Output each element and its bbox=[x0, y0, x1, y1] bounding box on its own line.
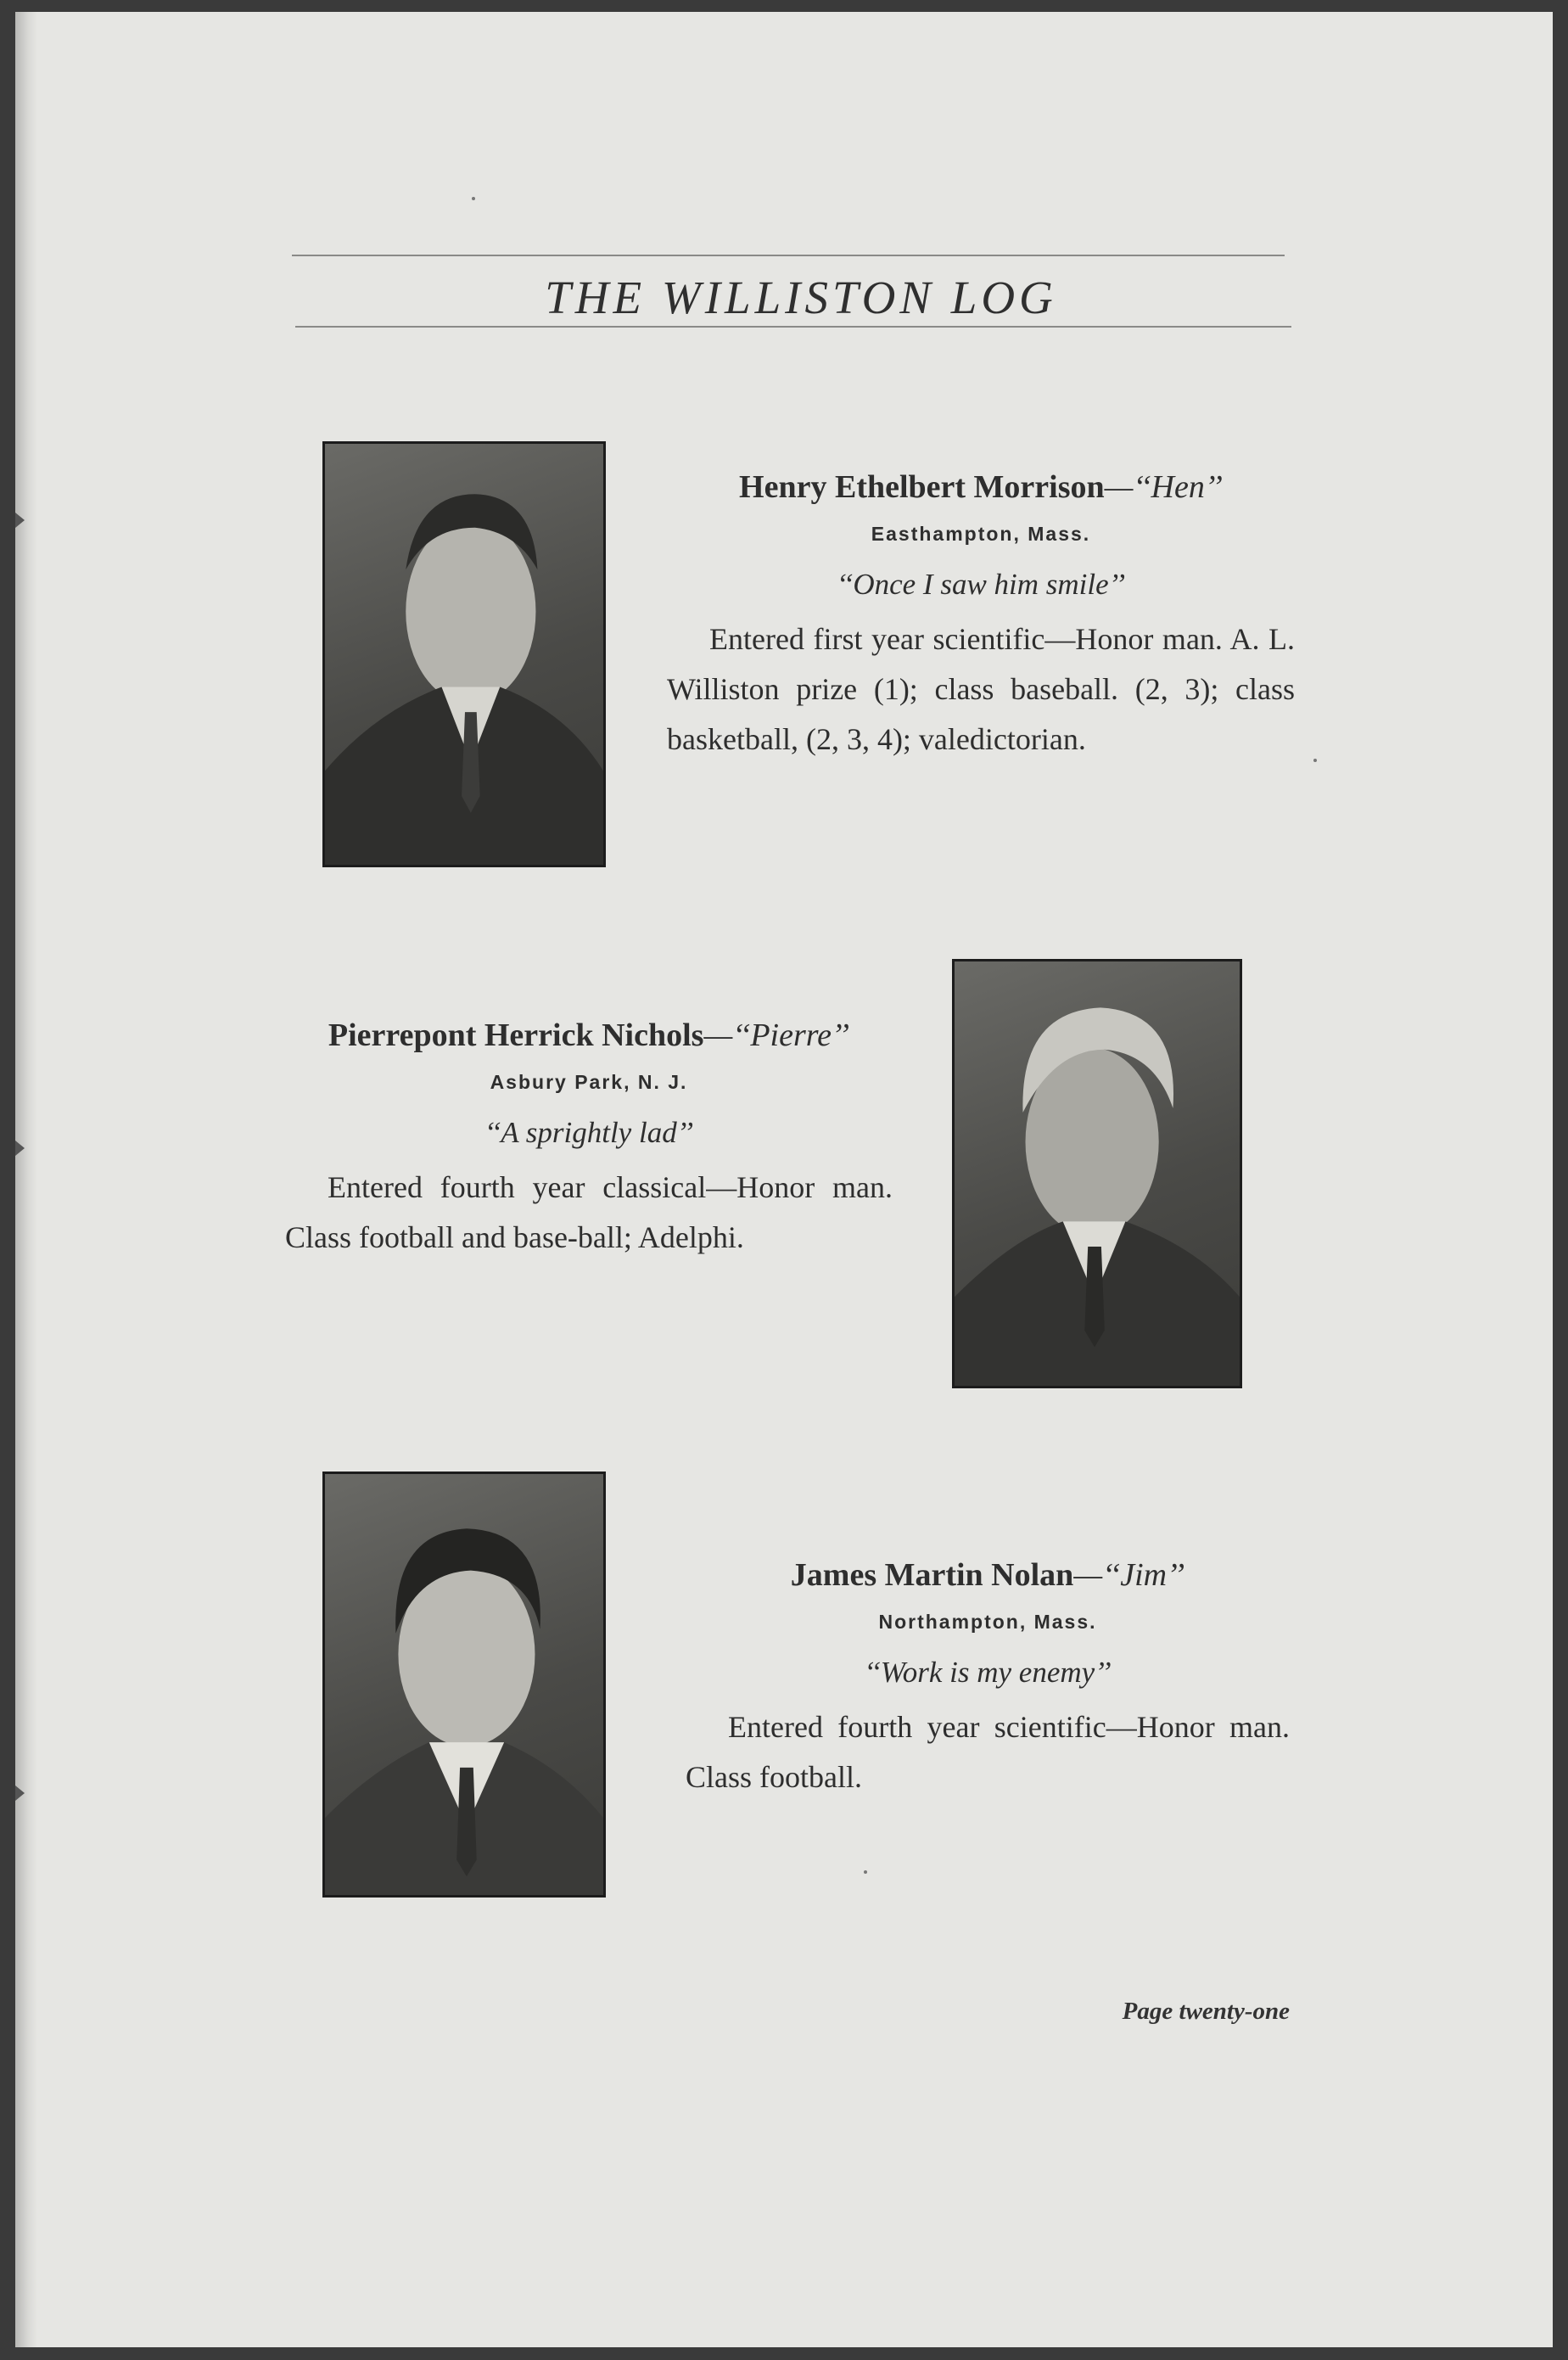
student-motto: ‘‘A sprightly lad’’ bbox=[484, 1116, 694, 1149]
paper-speck bbox=[1313, 759, 1317, 762]
student-hometown: Asbury Park, N. J. bbox=[490, 1071, 688, 1093]
student-name: Pierrepont Herrick Nichols bbox=[328, 1017, 704, 1053]
portrait-photo bbox=[322, 441, 606, 867]
student-record: Entered fourth year classical—Honor man. Class football and base-ball; Adelphi. bbox=[285, 1170, 893, 1254]
student-nickname: —‘‘Pierre’’ bbox=[703, 1017, 850, 1053]
page-title: THE WILLISTON LOG bbox=[545, 272, 1057, 323]
portrait-photo bbox=[952, 959, 1242, 1388]
header-rule-bottom bbox=[295, 326, 1291, 328]
binding-mark bbox=[15, 513, 25, 528]
student-record: Entered fourth year scientific—Honor man. Class football. bbox=[686, 1710, 1290, 1794]
yearbook-page bbox=[15, 12, 1553, 2347]
paper-speck bbox=[864, 1870, 867, 1874]
binding-mark bbox=[15, 1141, 25, 1156]
paper-speck bbox=[472, 197, 475, 200]
student-name-line bbox=[667, 462, 1295, 513]
student-name: James Martin Nolan bbox=[790, 1557, 1074, 1593]
student-entry bbox=[285, 1010, 893, 1263]
student-name-line bbox=[686, 1550, 1290, 1600]
student-entry bbox=[667, 462, 1295, 765]
student-entry bbox=[686, 1550, 1290, 1802]
binding-mark bbox=[15, 1785, 25, 1801]
student-name: Henry Ethelbert Morrison bbox=[739, 469, 1105, 505]
binding-edge bbox=[15, 12, 37, 2347]
student-hometown: Northampton, Mass. bbox=[878, 1611, 1097, 1633]
page-number: Page twenty-one bbox=[1122, 1998, 1290, 2025]
portrait-photo bbox=[322, 1471, 606, 1898]
student-name-line bbox=[285, 1010, 893, 1061]
student-record: Entered first year scientific—Honor man. A. L. Williston prize (1); class baseball. (2, 3); class basketball, (2, 3, 4); valedictorian. bbox=[667, 622, 1295, 756]
student-hometown: Easthampton, Mass. bbox=[871, 523, 1091, 545]
student-motto: ‘‘Work is my enemy’’ bbox=[864, 1656, 1112, 1689]
student-nickname: —‘‘Hen’’ bbox=[1104, 469, 1223, 505]
header-rule-top bbox=[292, 255, 1285, 256]
student-nickname: —‘‘Jim’’ bbox=[1073, 1557, 1185, 1593]
student-motto: ‘‘Once I saw him smile’’ bbox=[836, 568, 1126, 601]
